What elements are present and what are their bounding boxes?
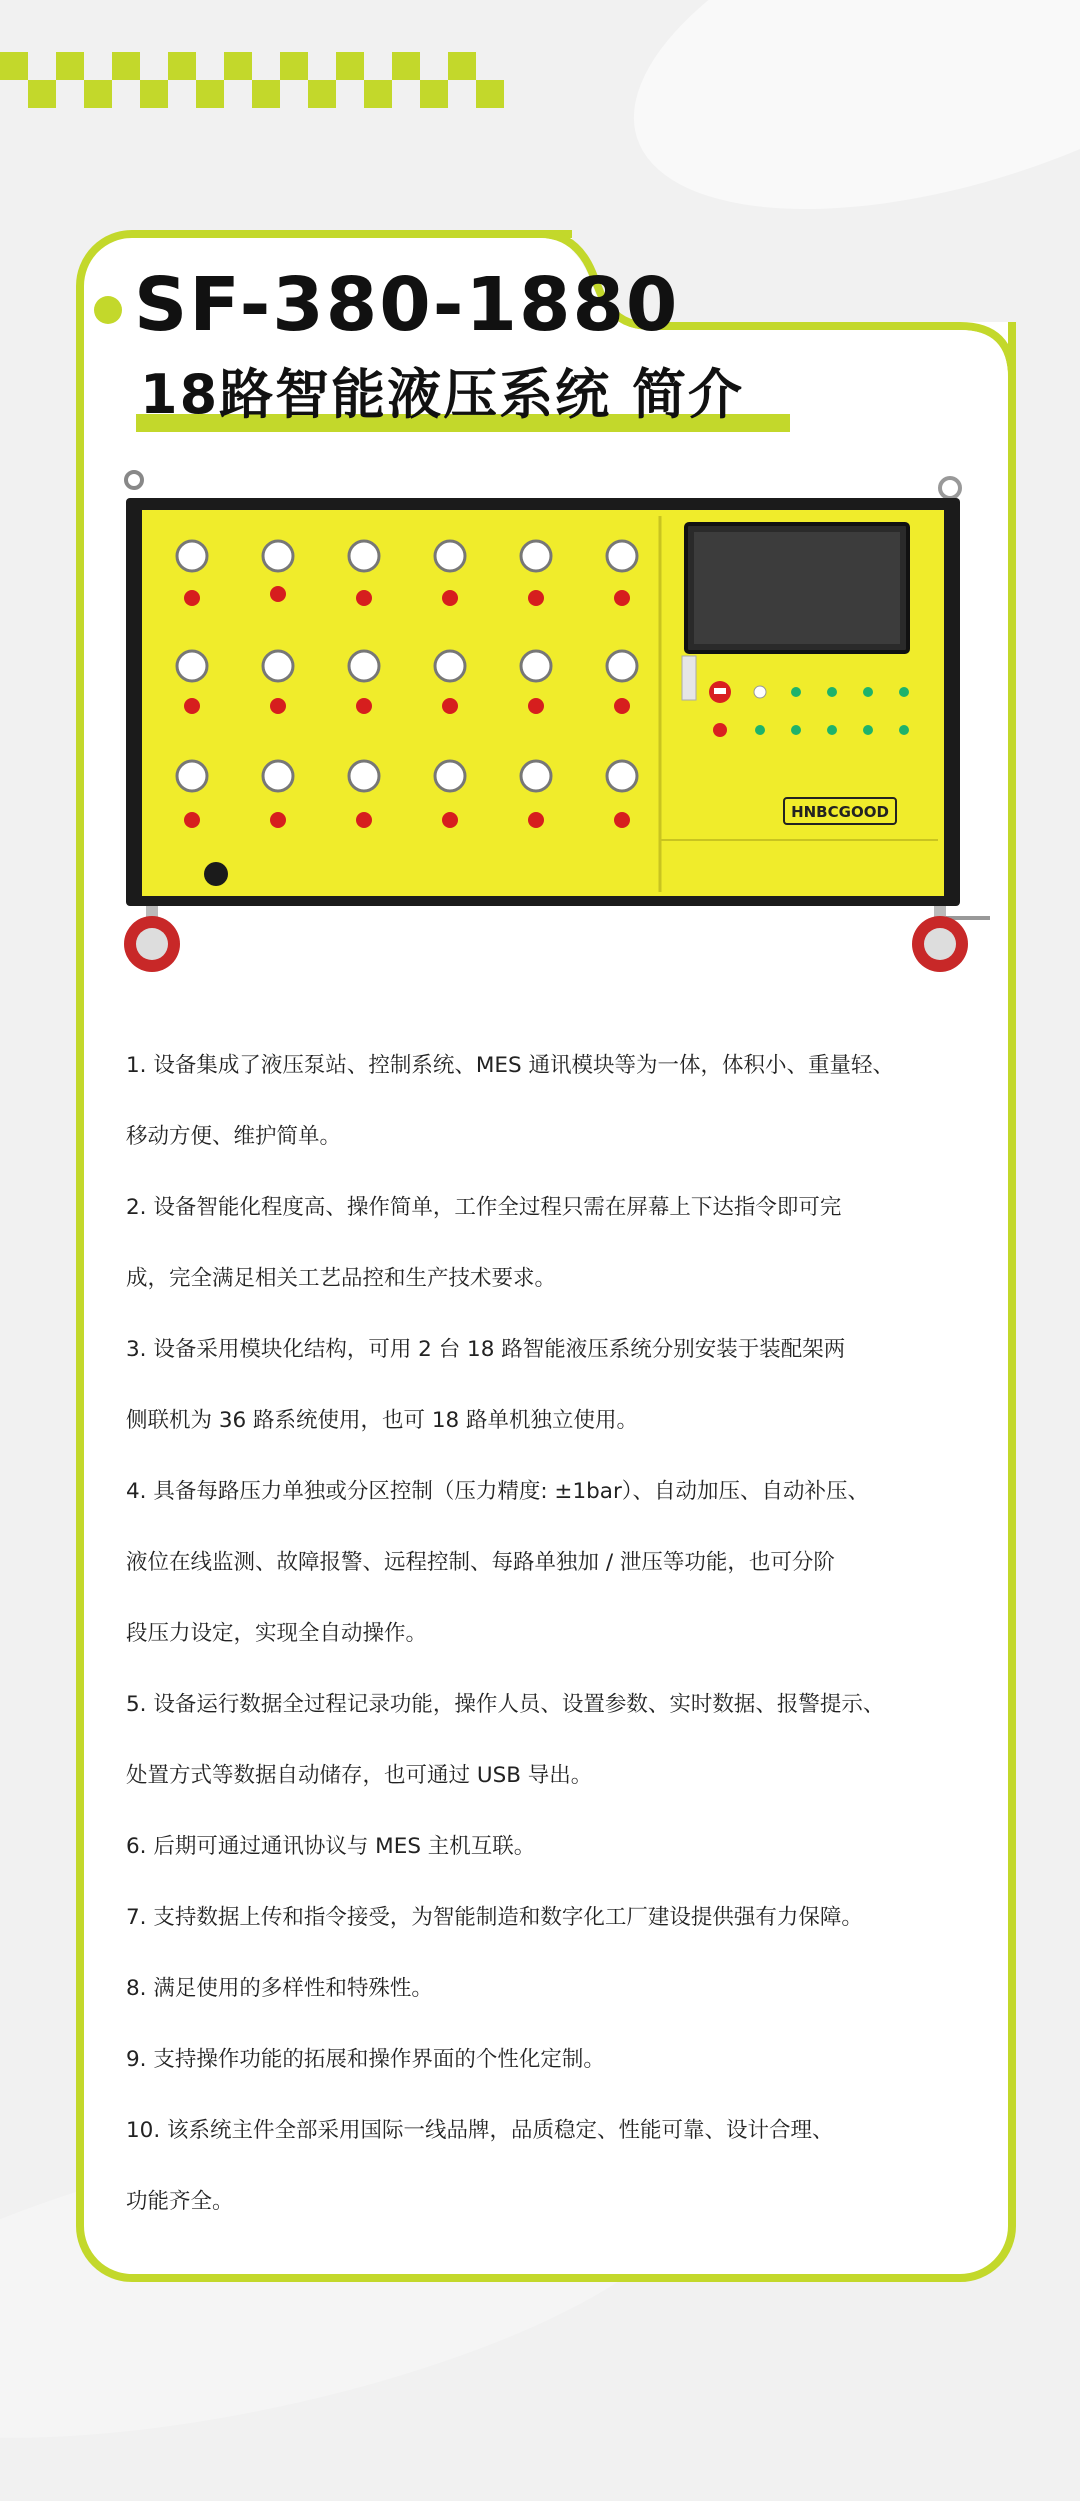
wheel-icon xyxy=(912,906,990,972)
feature-line: 成，完全满足相关工艺品控和生产技术要求。 xyxy=(126,1266,557,1291)
feature-line: 6. 后期可通过通讯协议与 MES 主机互联。 xyxy=(126,1834,536,1859)
feature-line: 10. 该系统主件全部采用国际一线品牌，品质稳定、性能可靠、设计合理、 xyxy=(126,2118,834,2143)
title-bullet-dot xyxy=(94,296,122,324)
feature-line: 7. 支持数据上传和指令接受，为智能制造和数字化工厂建设提供强有力保障。 xyxy=(126,1905,863,1930)
feature-line: 1. 设备集成了液压泵站、控制系统、MES 通讯模块等为一体，体积小、重量轻、 xyxy=(126,1053,894,1078)
feature-line: 4. 具备每路压力单独或分区控制（压力精度: ±1bar）、自动加压、自动补压、 xyxy=(126,1479,870,1504)
feature-line: 5. 设备运行数据全过程记录功能，操作人员、设置参数、实时数据、报警提示、 xyxy=(126,1692,885,1717)
lifting-eye-icon xyxy=(126,472,142,488)
stop-button-icon xyxy=(713,723,727,737)
feature-line: 9. 支持操作功能的拓展和操作界面的个性化定制。 xyxy=(126,2047,605,2072)
checker-pattern xyxy=(0,38,505,118)
subtitle: 18路智能液压系统 简介 xyxy=(140,363,744,426)
feature-line: 2. 设备智能化程度高、操作简单，工作全过程只需在屏幕上下达指令即可完 xyxy=(126,1195,842,1220)
feature-line: 液位在线监测、故障报警、远程控制、每路单独加 / 泄压等功能，也可分阶 xyxy=(126,1550,835,1575)
lifting-eye-icon xyxy=(940,478,960,498)
feature-line: 处置方式等数据自动储存，也可通过 USB 导出。 xyxy=(126,1763,593,1788)
feature-line: 侧联机为 36 路系统使用，也可 18 路单机独立使用。 xyxy=(126,1408,639,1433)
feature-line: 8. 满足使用的多样性和特殊性。 xyxy=(126,1976,433,2001)
brand-label: HNBCGOOD xyxy=(791,803,889,821)
feature-list xyxy=(126,1030,966,2237)
feature-line: 移动方便、维护简单。 xyxy=(126,1124,342,1149)
model-title: SF-380-1880 xyxy=(134,262,680,348)
feature-line: 3. 设备采用模块化结构，可用 2 台 18 路智能液压系统分别安装于装配架两 xyxy=(126,1337,846,1362)
feature-line: 段压力设定，实现全自动操作。 xyxy=(126,1621,428,1646)
hydraulic-system-image xyxy=(120,470,1010,980)
feature-line: 功能齐全。 xyxy=(126,2189,234,2214)
wheel-icon xyxy=(124,906,180,972)
